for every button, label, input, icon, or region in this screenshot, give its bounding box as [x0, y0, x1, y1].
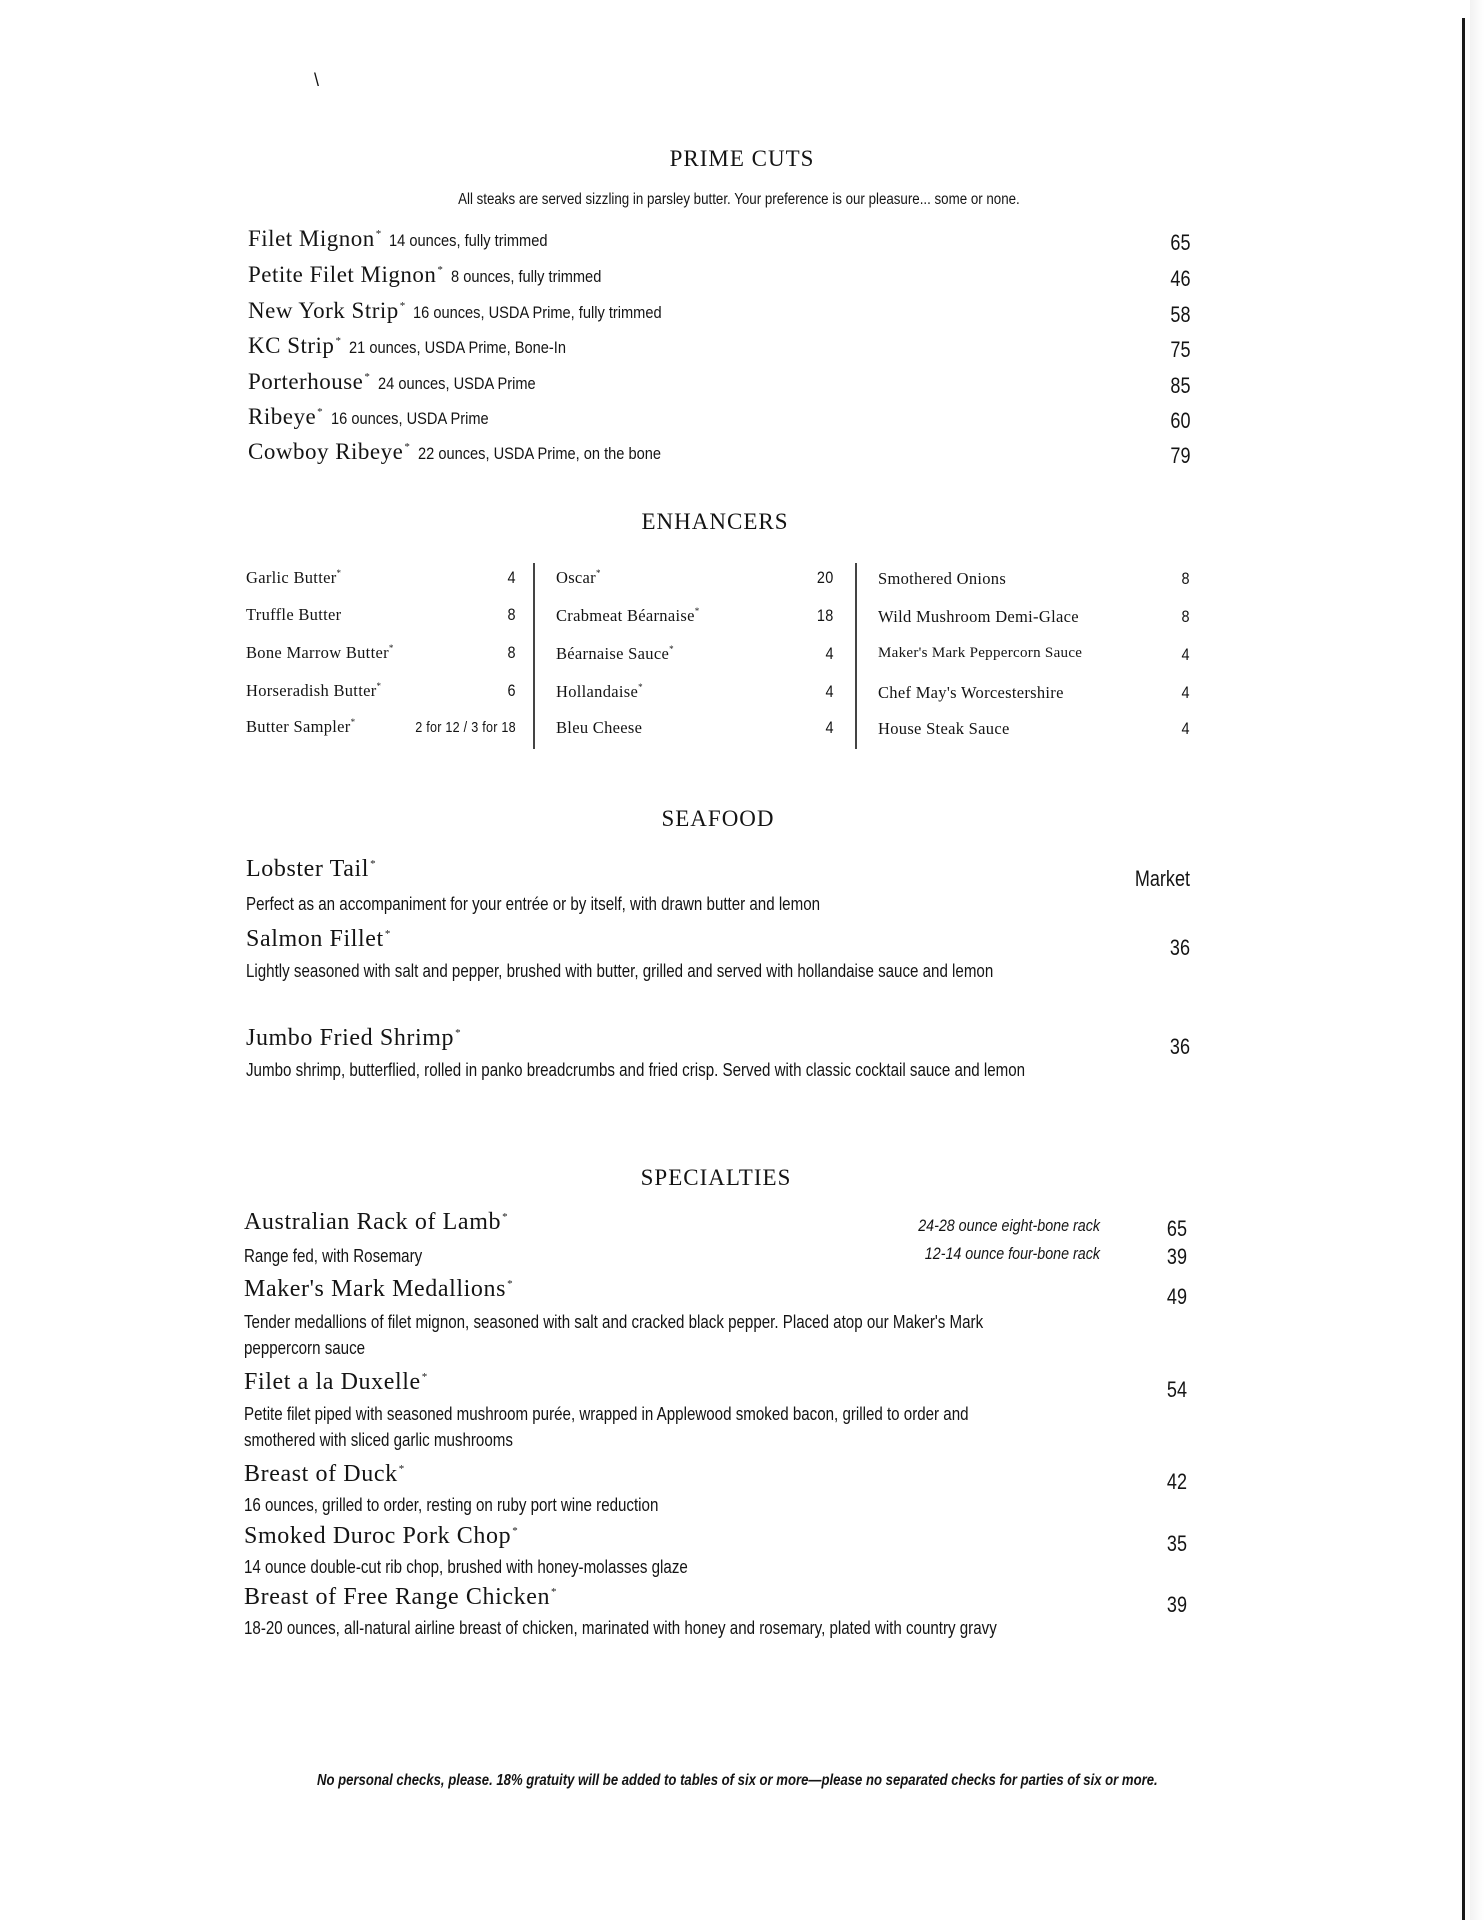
item-name: New York Strip: [248, 298, 399, 323]
item-price: 60: [1169, 408, 1190, 433]
item-name: Salmon Fillet: [246, 926, 384, 952]
asterisk-mark: *: [384, 928, 391, 940]
item-name: Breast of Free Range Chicken: [244, 1584, 551, 1610]
enhancer-name: Truffle Butter: [246, 605, 342, 624]
asterisk-mark: *: [638, 682, 643, 692]
enhancer-item: [556, 568, 834, 598]
item-name: Smoked Duroc Pork Chop: [244, 1523, 512, 1549]
item-description: 24 ounces, USDA Prime: [377, 374, 536, 393]
item-description: 14 ounce double-cut rib chop, brushed with honey-molasses glaze: [244, 1557, 688, 1577]
enhancer-item: [246, 568, 516, 598]
enhancer-item: [556, 644, 834, 674]
enhancer-item: [878, 645, 1190, 675]
item-price: 75: [1169, 337, 1190, 362]
enhancer-name: Smothered Onions: [878, 569, 1007, 588]
asterisk-mark: *: [502, 1211, 509, 1223]
enhancer-name: House Steak Sauce: [878, 719, 1010, 738]
enhancer-name: Bleu Cheese: [556, 718, 643, 737]
asterisk-mark: *: [399, 300, 406, 312]
item-name: Breast of Duck: [244, 1461, 398, 1487]
enhancers-divider: [855, 563, 857, 749]
item-description: 16 ounces, USDA Prime: [330, 409, 489, 428]
item-name: Cowboy Ribeye: [248, 439, 404, 464]
item-price: 39: [1166, 1244, 1187, 1269]
enhancer-price: 4: [507, 568, 516, 587]
prime-cut-item: [248, 369, 1190, 403]
item-name: Jumbo Fried Shrimp: [246, 1025, 455, 1051]
asterisk-mark: *: [421, 1371, 428, 1383]
enhancer-price: 4: [1181, 683, 1190, 702]
item-price: 65: [1169, 230, 1190, 255]
item-name: Filet Mignon: [248, 226, 375, 251]
item-price: 65: [1166, 1216, 1187, 1241]
enhancer-price: 6: [507, 681, 516, 700]
asterisk-mark: *: [376, 681, 382, 691]
item-description: Lightly seasoned with salt and pepper, brushed with butter, grilled and served with hollandaise sauce and lemon: [246, 961, 994, 981]
item-description: Range fed, with Rosemary: [244, 1246, 423, 1266]
item-description: 14 ounces, fully trimmed: [389, 231, 548, 250]
item-price: 36: [1169, 935, 1190, 960]
prime-cut-item: [248, 226, 1190, 260]
asterisk-mark: *: [507, 1278, 514, 1290]
item-description: Tender medallions of filet mignon, seasoned with salt and cracked black pepper. Placed atop our Maker's Mark peppercorn sauce: [244, 1312, 984, 1358]
enhancer-item: [878, 719, 1190, 749]
enhancer-price: 8: [1181, 607, 1190, 626]
prime-cut-item: [248, 333, 1190, 367]
item-price: 85: [1169, 373, 1190, 398]
enhancers-title: ENHANCERS: [641, 509, 789, 534]
item-name: Petite Filet Mignon: [248, 262, 437, 287]
specialties-title: SPECIALTIES: [640, 1165, 792, 1190]
asterisk-mark: *: [694, 606, 700, 616]
item-name: Porterhouse: [248, 369, 364, 394]
asterisk-mark: *: [512, 1525, 519, 1537]
item-price: 54: [1166, 1377, 1187, 1402]
footer-policy-note: No personal checks, please. 18% gratuity will be added to tables of six or more—please no separated checks for parties of six or more.: [316, 1772, 1158, 1789]
enhancer-item: [246, 717, 516, 747]
enhancer-name: Chef May's Worcestershire: [878, 683, 1064, 702]
enhancer-price: 18: [817, 606, 834, 625]
asterisk-mark: *: [388, 643, 394, 653]
enhancer-item: [246, 605, 516, 635]
item-description: 18-20 ounces, all-natural airline breast of chicken, marinated with honey and rosemary, plated with country gravy: [244, 1618, 997, 1638]
asterisk-mark: *: [375, 228, 382, 240]
item-price: 46: [1169, 266, 1190, 291]
item-name: Filet a la Duxelle: [244, 1369, 421, 1395]
asterisk-mark: *: [364, 371, 370, 383]
item-description: Perfect as an accompaniment for your entrée or by itself, with drawn butter and lemon: [246, 894, 821, 914]
item-price: 39: [1166, 1592, 1187, 1617]
asterisk-mark: *: [370, 858, 377, 870]
item-price: 49: [1166, 1284, 1187, 1309]
item-price: 36: [1169, 1034, 1190, 1059]
enhancer-name: Maker's Mark Peppercorn Sauce: [878, 645, 1083, 661]
enhancer-name: Bone Marrow Butter: [246, 643, 389, 662]
item-price: 79: [1169, 443, 1190, 468]
enhancer-item: [556, 718, 834, 748]
asterisk-mark: *: [336, 568, 342, 578]
enhancer-price: 8: [507, 643, 516, 662]
asterisk-mark: *: [437, 264, 443, 276]
item-description: 22 ounces, USDA Prime, on the bone: [417, 444, 661, 463]
item-description: Jumbo shrimp, butterflied, rolled in panko breadcrumbs and fried crisp. Served with classic cocktail sauce and lemon: [246, 1060, 1026, 1080]
item-description: 16 ounces, grilled to order, resting on ruby port wine reduction: [244, 1495, 659, 1515]
item-price: 42: [1166, 1469, 1187, 1494]
item-price: 35: [1166, 1531, 1187, 1556]
prime-cut-item: [248, 262, 1190, 296]
enhancer-item: [878, 607, 1190, 637]
enhancers-divider: [533, 563, 535, 749]
enhancer-item: [556, 682, 834, 712]
enhancer-price: 20: [817, 568, 834, 587]
enhancer-item: [556, 606, 834, 636]
enhancer-name: Crabmeat Béarnaise: [556, 606, 695, 625]
prime-cuts-title: PRIME CUTS: [669, 146, 815, 171]
prime-cut-item: [248, 439, 1190, 473]
item-price: Market: [1134, 866, 1190, 891]
item-description: 8 ounces, fully trimmed: [450, 267, 602, 286]
asterisk-mark: *: [455, 1027, 462, 1039]
lamb-option-label: 24-28 ounce eight-bone rack: [918, 1216, 1100, 1235]
asterisk-mark: *: [595, 568, 601, 578]
asterisk-mark: *: [404, 441, 410, 453]
item-description: 16 ounces, USDA Prime, fully trimmed: [413, 303, 662, 322]
item-name: Australian Rack of Lamb: [244, 1209, 502, 1235]
item-description: Petite filet piped with seasoned mushroom purée, wrapped in Applewood smoked bacon, grilled to order and smothered with sliced garlic mushrooms: [244, 1404, 969, 1450]
scan-edge-shadow: [1470, 0, 1484, 1920]
asterisk-mark: *: [551, 1586, 558, 1598]
enhancer-name: Béarnaise Sauce: [556, 644, 670, 663]
item-name: Maker's Mark Medallions: [244, 1276, 507, 1302]
asterisk-mark: *: [350, 717, 356, 727]
asterisk-mark: *: [669, 644, 674, 654]
enhancer-name: Garlic Butter: [246, 568, 337, 587]
prime-cut-item: [248, 404, 1190, 438]
enhancer-item: [246, 681, 516, 711]
item-name: Ribeye: [248, 404, 317, 429]
stray-mark: \: [314, 70, 320, 90]
enhancer-name: Hollandaise: [556, 682, 639, 701]
asterisk-mark: *: [335, 335, 341, 347]
enhancer-name: Butter Sampler: [246, 717, 351, 736]
enhancer-price: 4: [825, 718, 834, 737]
item-price: 58: [1169, 302, 1190, 327]
enhancer-name: Wild Mushroom Demi-Glace: [878, 607, 1079, 626]
enhancer-price: 4: [1181, 645, 1190, 664]
asterisk-mark: *: [398, 1463, 405, 1475]
item-name: Lobster Tail: [246, 856, 370, 882]
seafood-title: SEAFOOD: [661, 806, 775, 831]
enhancer-item: [246, 643, 516, 673]
enhancer-price: 4: [825, 682, 834, 701]
enhancer-item: [878, 569, 1190, 599]
enhancer-price: 8: [507, 605, 516, 624]
prime-cut-item: [248, 298, 1190, 332]
scan-edge-line: [1462, 18, 1465, 1920]
enhancer-price: 8: [1181, 569, 1190, 588]
enhancer-price: 4: [1181, 719, 1190, 738]
enhancer-price: 2 for 12 / 3 for 18: [415, 719, 516, 736]
lamb-option-label: 12-14 ounce four-bone rack: [924, 1244, 1100, 1263]
item-name: KC Strip: [248, 333, 335, 358]
enhancer-price: 4: [825, 644, 834, 663]
enhancer-name: Oscar: [556, 568, 596, 587]
prime-cuts-intro: All steaks are served sizzling in parsley butter. Your preference is our pleasure... some or none.: [458, 191, 1020, 208]
enhancer-name: Horseradish Butter: [246, 681, 377, 700]
enhancer-item: [878, 683, 1190, 713]
asterisk-mark: *: [317, 406, 323, 418]
item-description: 21 ounces, USDA Prime, Bone-In: [348, 338, 566, 357]
